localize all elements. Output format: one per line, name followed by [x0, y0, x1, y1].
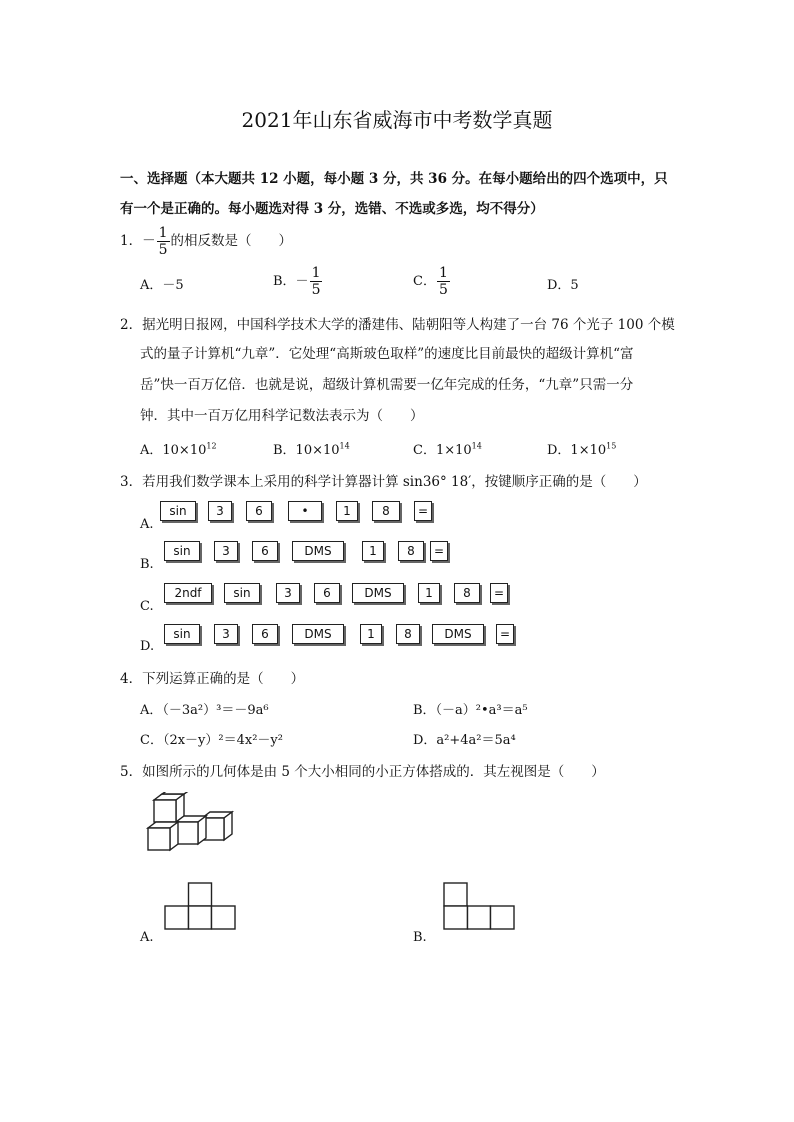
section-heading-line1: 一、选择题（本大题共 12 小题，每小题 3 分，共 36 分。在每小题给出的四个选项中，只: [120, 171, 668, 187]
left-view-b-svg: [443, 882, 519, 932]
q1-option-c[interactable]: C． $\frac{1}{5}$: [413, 265, 448, 298]
question-1-neg: －: [142, 233, 156, 249]
section-heading-line2: 有一个是正确的。每小题选对得 3 分，选错、不选或多选，均不得分）: [120, 201, 544, 217]
q5-option-a-label[interactable]: A.: [140, 930, 154, 945]
calc-key: 8: [398, 541, 424, 561]
calc-key: 6: [252, 624, 278, 644]
calc-key: 2ndf: [164, 583, 212, 603]
q1-option-a[interactable]: A．－5: [140, 278, 184, 293]
calc-key: =: [490, 583, 508, 603]
calc-key: 8: [372, 501, 400, 521]
calc-key: 3: [276, 583, 300, 603]
calc-key: 3: [214, 624, 238, 644]
q4-option-a[interactable]: A．（－3a²）³＝－9a⁶: [140, 703, 269, 718]
calc-key: 3: [214, 541, 238, 561]
calc-key: 6: [252, 541, 278, 561]
calc-key: 1: [336, 501, 358, 521]
calc-key: 6: [246, 501, 272, 521]
q3-option-b-label[interactable]: B.: [140, 557, 154, 572]
q2-option-b[interactable]: B．$10\times 10^{14}$: [273, 441, 350, 458]
question-2-line1: 2．据光明日报网，中国科学技术大学的潘建伟、陆朝阳等人构建了一台 76 个光子 100 个模: [120, 317, 675, 333]
fraction: $\frac{1}{5}$: [311, 265, 321, 298]
calc-key: =: [496, 624, 514, 644]
calc-key: sin: [164, 541, 200, 561]
calc-key: sin: [160, 501, 196, 521]
q5-option-a-view[interactable]: [164, 882, 240, 936]
q5-option-b-label[interactable]: B.: [413, 930, 427, 945]
question-2-line2: 式的量子计算机“九章”．它处理“高斯玻色取样”的速度比目前最快的超级计算机“富: [140, 346, 634, 362]
question-2-line3: 岳”快一百万亿倍．也就是说，超级计算机需要一亿年完成的任务，“九章”只需一分: [140, 377, 634, 393]
q1-option-b[interactable]: B．－ $\frac{1}{5}$: [273, 265, 321, 298]
question-5: 5．如图所示的几何体是由 5 个大小相同的小正方体搭成的．其左视图是（ ）: [120, 764, 605, 780]
q3-option-c-label[interactable]: C.: [140, 599, 154, 614]
calc-key: =: [414, 501, 432, 521]
question-1-number: 1．: [120, 233, 143, 249]
q2-option-d[interactable]: D．$1\times 10^{15}$: [547, 441, 617, 458]
calc-key: 8: [454, 583, 480, 603]
fraction: $\frac{1}{5}$: [438, 265, 448, 298]
calc-key: sin: [164, 624, 200, 644]
q3-option-d-label[interactable]: D.: [140, 639, 155, 654]
q1-option-d[interactable]: D．5: [547, 278, 579, 293]
calc-key: =: [430, 541, 448, 561]
question-1-text: 的相反数是（ ）: [170, 233, 293, 249]
q2-option-a[interactable]: A．$10\times 10^{12}$: [140, 441, 217, 458]
calc-key: 3: [208, 501, 232, 521]
q4-option-c[interactable]: C．（2x－y）²＝4x²－y²: [140, 733, 283, 748]
calc-key: 8: [396, 624, 420, 644]
calc-key: •: [288, 501, 322, 521]
calc-key: DMS: [432, 624, 484, 644]
calc-key: DMS: [292, 624, 344, 644]
q2-option-c[interactable]: C．$1\times 10^{14}$: [413, 441, 482, 458]
left-view-a-svg: [164, 882, 240, 932]
calc-key: DMS: [352, 583, 404, 603]
cube-figure: [140, 792, 244, 862]
calc-key: 6: [314, 583, 340, 603]
question-4: 4．下列运算正确的是（ ）: [120, 671, 305, 687]
calc-key: 1: [362, 541, 384, 561]
q3-option-a-label[interactable]: A.: [140, 517, 154, 532]
calc-key: 1: [360, 624, 382, 644]
fraction: $\frac{1}{5}$: [158, 225, 168, 258]
q5-option-b-view[interactable]: [443, 882, 519, 936]
question-3: 3．若用我们数学课本上采用的科学计算器计算 sin36° 18′，按键顺序正确的是（ ）: [120, 474, 647, 490]
cube-figure-svg: [140, 792, 244, 862]
calc-key: DMS: [292, 541, 344, 561]
q4-option-d[interactable]: D．a²+4a²＝5a⁴: [413, 733, 516, 748]
calc-key: 1: [418, 583, 440, 603]
question-2-line4: 钟．其中一百万亿用科学记数法表示为（ ）: [140, 408, 424, 424]
page-title: 2021年山东省威海市中考数学真题: [241, 108, 553, 132]
calc-key: sin: [224, 583, 260, 603]
question-1: [120, 226, 292, 257]
q4-option-b[interactable]: B．（－a）²•a³＝a⁵: [413, 703, 528, 718]
